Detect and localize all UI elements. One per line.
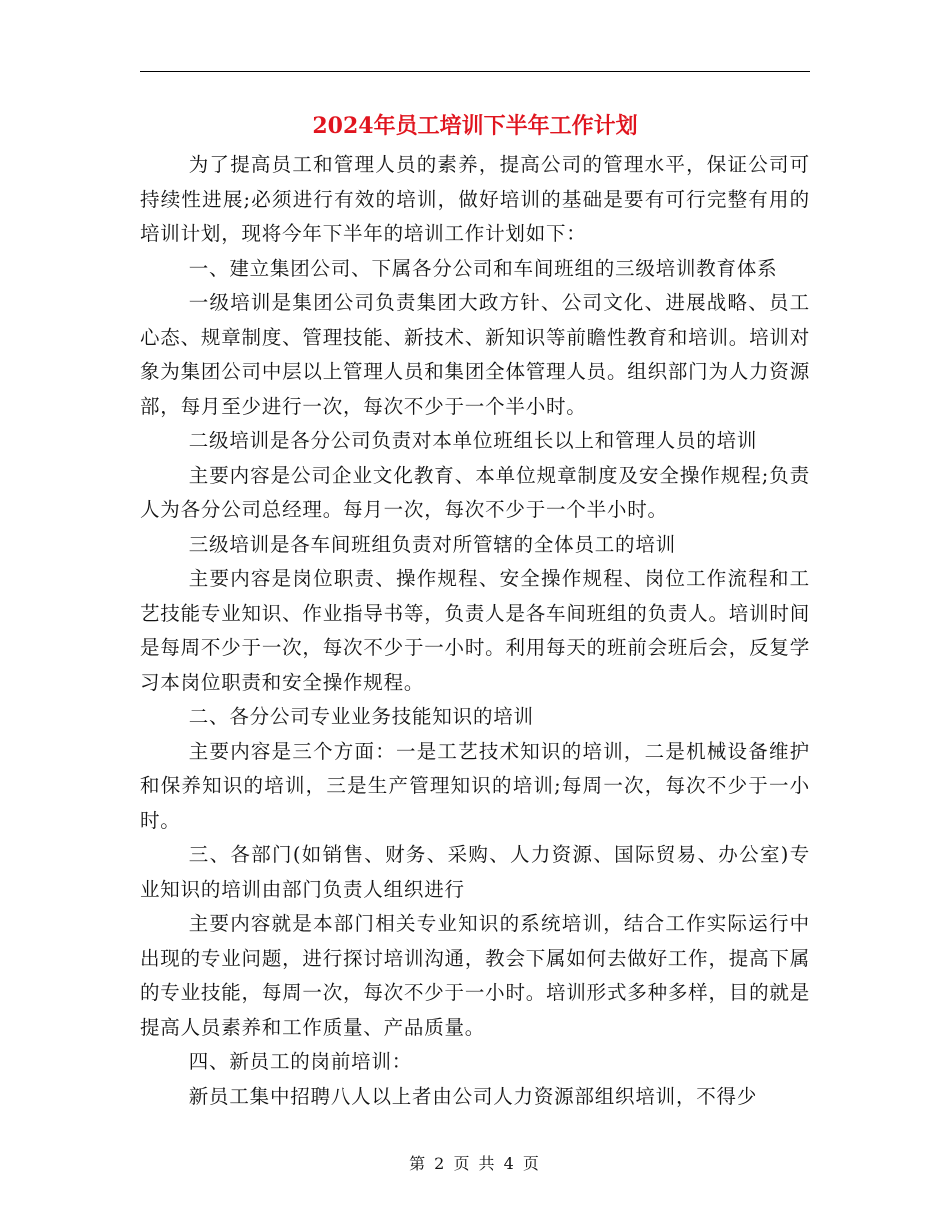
section-heading-4: 四、新员工的岗前培训： [188, 1050, 413, 1073]
document-title: 2024年员工培训下半年工作计划 [312, 113, 638, 139]
page-footer: 第 2 页 共 4 页 [409, 1154, 541, 1173]
section-heading-2: 二、各分公司专业业务技能知识的培训 [188, 705, 534, 728]
document-body [140, 148, 810, 1114]
section-heading-1: 一、建立集团公司、下属各分公司和车间班组的三级培训教育体系 [188, 256, 778, 280]
paragraph-level-3-content: 主要内容是岗位职责、操作规程、安全操作规程、岗位工作流程和工艺技能专业知识、作业指导书等，负责人是各车间班组的负责人。培训时间是每周不少于一次，每次不少于一小时。利用每天的班前会班后会，反复学习本岗位职责和安全操作规程。 [140, 567, 810, 694]
paragraph-intro: 为了提高员工和管理人员的素养，提高公司的管理水平，保证公司可持续性进展;必须进行有效的培训，做好培训的基础是要有可行完整有用的培训计划，现将今年下半年的培训工作计划如下： [140, 153, 810, 245]
paragraph-level-2-heading: 二级培训是各分公司负责对本单位班组长以上和管理人员的培训 [188, 429, 758, 452]
section-heading-3: 三、各部门(如销售、财务、采购、人力资源、国际贸易、办公室)专业知识的培训由部门负责人组织进行 [140, 843, 810, 901]
paragraph-skills: 主要内容是三个方面：一是工艺技术知识的培训，二是机械设备维护和保养知识的培训，三是生产管理知识的培训;每周一次，每次不少于一小时。 [140, 739, 810, 832]
paragraph-level-1: 一级培训是集团公司负责集团大政方针、公司文化、进展战略、员工心态、规章制度、管理技能、新技术、新知识等前瞻性教育和培训。培训对象为集团公司中层以上管理人员和集团全体管理人员。组织部门为人力资源部，每月至少进行一次，每次不少于一个半小时。 [140, 291, 810, 418]
paragraph-level-3-heading: 三级培训是各车间班组负责对所管辖的全体员工的培训 [188, 532, 676, 556]
header-rule [140, 71, 810, 72]
paragraph-new-staff: 新员工集中招聘八人以上者由公司人力资源部组织培训，不得少 [188, 1084, 758, 1108]
paragraph-departments: 主要内容就是本部门相关专业知识的系统培训，结合工作实际运行中出现的专业问题，进行探讨培训沟通，教会下属如何去做好工作，提高下属的专业技能，每周一次，每次不少于一小时。培训形式多种多样，目的就是提高人员素养和工作质量、产品质量。 [140, 912, 810, 1039]
paragraph-level-2-content: 主要内容是公司企业文化教育、本单位规章制度及安全操作规程;负责人为各分公司总经理。每月一次，每次不少于一个半小时。 [140, 463, 810, 521]
